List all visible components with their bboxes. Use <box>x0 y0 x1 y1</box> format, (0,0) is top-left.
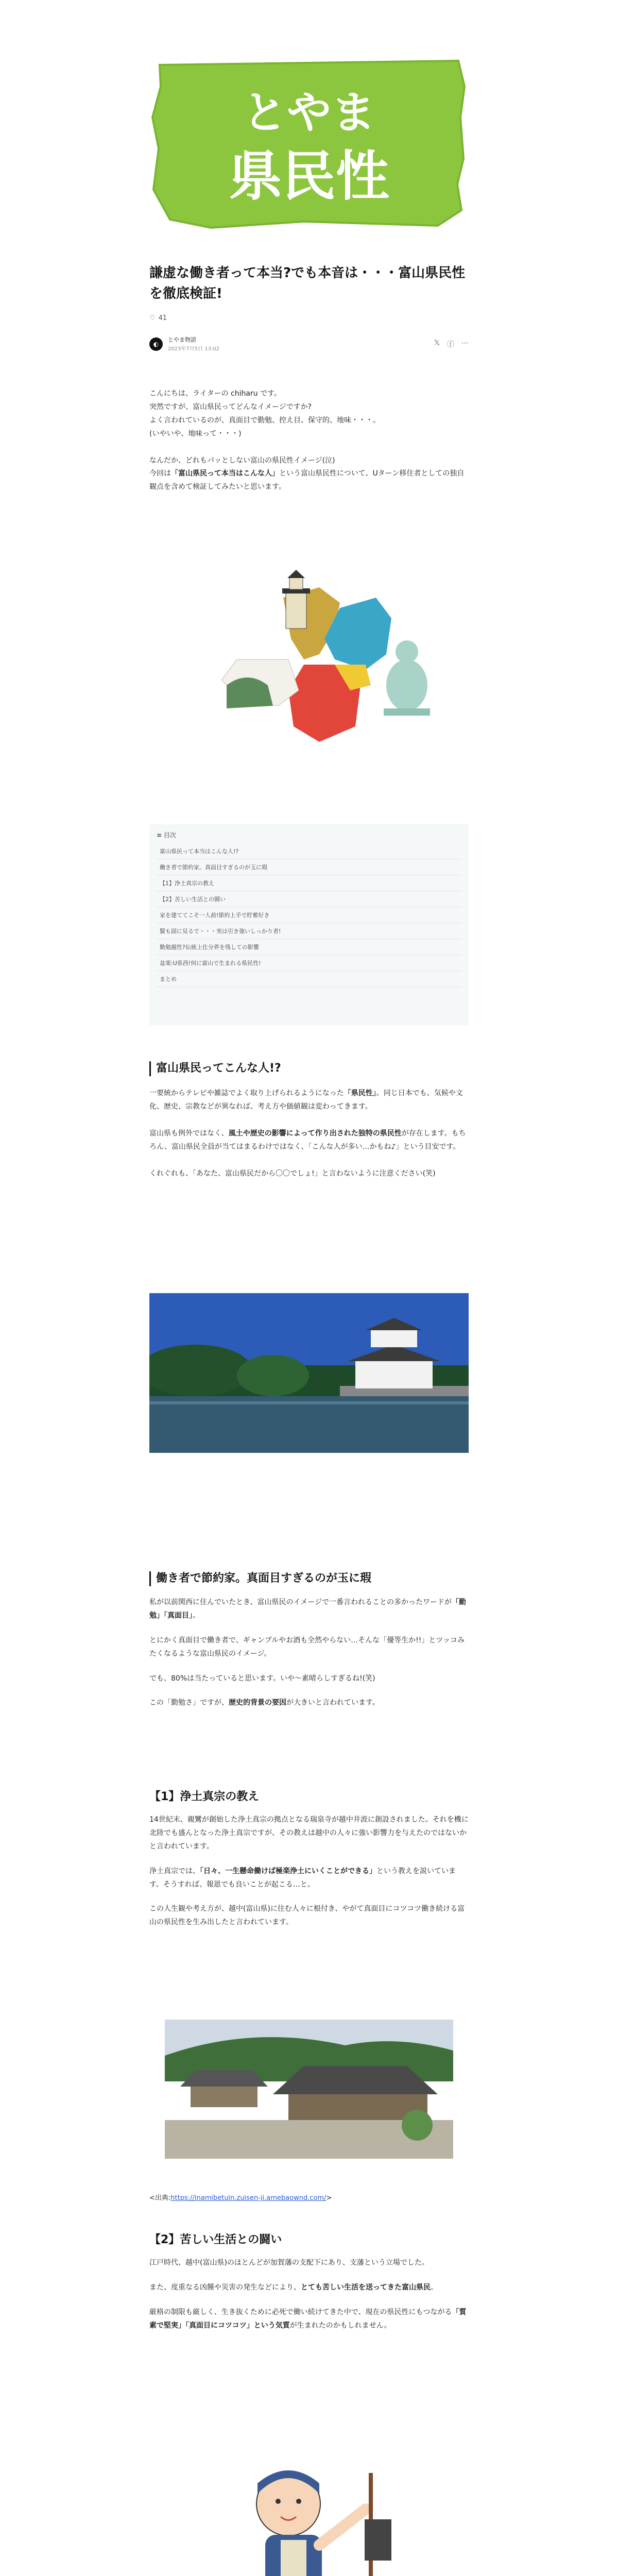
article-title: 謙虚な働き者って本当?でも本音は・・・富山県民性を徹底検証! <box>149 265 466 302</box>
avatar[interactable]: ◐ <box>149 337 163 351</box>
hero-line2: 県民性 <box>228 145 390 208</box>
sub2-p1: 江戸時代、越中(富山県)のほとんどが加賀藩の支配下にあり、支藩という立場でした。 <box>149 2259 429 2267</box>
toc-heading: ≡ 目次 <box>157 832 176 839</box>
toc-item[interactable]: 【1】浄土真宗の教え <box>157 875 461 891</box>
author-info <box>168 336 219 351</box>
heart-icon[interactable]: ♡ <box>149 314 156 322</box>
toc-item[interactable]: 働き者で節約家。真面目すぎるのが玉に瑕 <box>157 859 461 875</box>
sec2-p1: 私が以前関西に住んでいたとき、富山県民のイメージで一番言われることの多かったワードが「勤勉」「真面目」。 <box>149 1598 467 1620</box>
toyama-map-illustration <box>149 556 469 773</box>
worker-illustration <box>149 2442 469 2576</box>
temple-graphic <box>149 2009 469 2164</box>
author-name[interactable]: とやま物語 <box>168 336 196 344</box>
sub1-p2: 浄土真宗では、「日々、一生懸命働けば極楽浄土にいくことができる」という教えを説いています。そうすれば、報恩でも良いことが起こる…と。 <box>149 1867 456 1889</box>
intro-p5: なんだか、どれもパッとしない富山の県民性イメージ(泣) <box>149 456 335 465</box>
author-row <box>149 336 469 352</box>
hero-logo-graphic <box>149 56 469 231</box>
sub2-p3: 厳格の制限も厳しく、生き抜くために必死で働い続けてきた中で、現在の県民性にもつながる「質素で堅実」「真面目にコツコツ」という気質が生まれたのかもしれません。 <box>149 2308 467 2330</box>
x-icon[interactable]: 𝕏 <box>434 339 440 347</box>
sub1-p1: 14世紀末、親鸞が創始した浄土真宗の拠点となる瑞泉寺が越中井波に創設されました。それを機に北陸でも盛んとなった浄土真宗ですが、その教えは越中の人々に強い影響力を与えたのではないかと言われています。 <box>149 1816 469 1851</box>
facebook-icon[interactable]: ⓕ <box>447 341 454 349</box>
section-2-text <box>149 1596 469 1710</box>
subsection-2-text-a <box>149 2257 469 2333</box>
subsection-1-text <box>149 1814 469 1929</box>
toyama-castle-photo <box>149 1293 469 1453</box>
sec2-p4: この「勤勉さ」ですが、歴史的背景の要因が大きいと言われています。 <box>149 1699 380 1707</box>
toc-item[interactable]: 勤勉越性?伝統上仕分界を残しての影響 <box>157 939 461 955</box>
section-heading-2: 働き者で節約家。真面目すぎるのが玉に瑕 <box>149 1571 469 1586</box>
hero-image <box>149 56 469 231</box>
intro-p3: よく言われているのが、真面目で勤勉、控え目、保守的、地味・・・。 <box>149 416 380 425</box>
section-1-text <box>149 1087 469 1180</box>
section-heading-1: 富山県民ってこんな人!? <box>149 1061 469 1076</box>
toc-item[interactable]: 【2】苦しい生活との闘い <box>157 891 461 907</box>
toc-item[interactable]: 賢も固に見るで・・・実は引き強いしっかり者! <box>157 923 461 939</box>
sub2-p2: また、度重なる凶饉や災害の発生などにより、とても苦しい生活を送ってきた富山県民。 <box>149 2283 438 2292</box>
intro-p6: 今回は「富山県民って本当はこんな人」という富山県民性について、Uターン移住者としての独自観点を含めて検証してみたいと思います。 <box>149 469 465 492</box>
post-date: 2023年7月5日 13:02 <box>168 346 220 352</box>
share-buttons <box>434 339 469 349</box>
temple-photo <box>149 2009 469 2164</box>
sub1-p3: この人生観や考え方が、越中(富山県)に住む人々に根付き、やがて真面目にコツコツ働き続ける富山の県民性を生み出したと言われています。 <box>149 1905 465 1927</box>
source-link[interactable]: https://inamibetuin.zuisen-ji.amebaownd.com/ <box>170 2194 327 2202</box>
intro-p1: こんにちは、ライターの chiharu です。 <box>149 389 281 398</box>
hero-line1: とやま <box>243 87 375 139</box>
more-icon[interactable]: ⋯ <box>461 339 469 347</box>
worker-graphic <box>149 2442 469 2576</box>
toc-item[interactable]: 盆楽:U県西!何に富山で生まれる県民性! <box>157 955 461 971</box>
toc-item[interactable]: 家を建ててこそ一人前!節約上手で貯蓄好き <box>157 907 461 923</box>
sec1-p2: 富山県も例外ではなく、風土や歴史の影響によって作り出された独特の県民性が存在します。もちろん、富山県民全員が当てはまるわけではなく、「こんな人が多い…かもね♪」という目安です。 <box>149 1129 466 1151</box>
sec1-p3: くれぐれも、「あなた、富山県民だから〇〇でしょ!」と言わないように注意ください(笑) <box>149 1169 436 1178</box>
photo-source-caption: <出典:https://inamibetuin.zuisen-ji.amebaownd.com/> <box>149 2194 332 2202</box>
subheading-2: 【2】苦しい生活との闘い <box>149 2233 282 2246</box>
intro-p2: 突然ですが、富山県民ってどんなイメージですか? <box>149 402 312 411</box>
sec2-p2: とにかく真面目で働き者で、ギャンブルやお酒も全然やらない…そんな「優等生か!!」とツッコみたくなるような富山県民のイメージ。 <box>149 1636 465 1658</box>
like-count: 41 <box>158 314 167 322</box>
toc-item[interactable]: 富山県民って本当はこんな人!? <box>157 843 461 859</box>
castle-graphic <box>149 1293 469 1453</box>
toc-item[interactable]: まとめ <box>157 971 461 987</box>
map-graphic <box>149 556 469 773</box>
subheading-1: 【1】浄土真宗の教え <box>149 1790 260 1803</box>
intro-p4: (いやいや、地味って・・・) <box>149 429 242 438</box>
sec1-p1: 一要統からテレビや雑誌でよく取り上げられるようになった「県民性」。同じ日本でも、気候や文化、歴史、宗教などが異なれば、考え方や価値観は変わってきます。 <box>149 1089 463 1111</box>
sec2-p3: でも、80%は当たっていると思います。いや〜素晴らしすぎるね!(笑) <box>149 1674 375 1683</box>
like-row <box>149 314 469 322</box>
intro-text <box>149 387 469 494</box>
table-of-contents <box>149 824 469 1025</box>
